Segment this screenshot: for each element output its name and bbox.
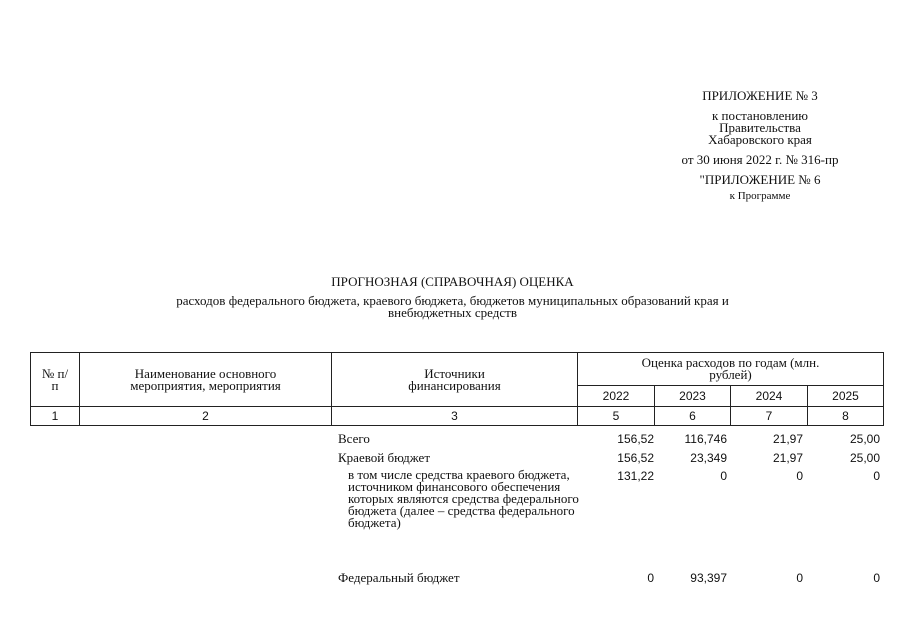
value-cell: 21,97	[772, 432, 803, 446]
header-source-label: Источники финансирования	[408, 365, 501, 393]
appendix-line: к постановлению	[711, 108, 809, 123]
value-cell: 0	[796, 571, 803, 585]
year-cell: 2025	[808, 386, 884, 407]
header-name	[80, 353, 332, 407]
page-title: ПРОГНОЗНАЯ (СПРАВОЧНАЯ) ОЦЕНКА	[331, 274, 574, 289]
column-number: 2	[80, 407, 332, 426]
subtitle-line: внебюджетных средств	[388, 305, 517, 320]
header-source	[332, 353, 578, 407]
value-cell: 93,397	[690, 571, 727, 585]
column-number: 7	[731, 407, 808, 426]
appendix-block	[640, 90, 880, 202]
year-cell: 2023	[655, 386, 731, 407]
row-label: Федеральный бюджет	[338, 570, 460, 585]
value-cell: 156,52	[617, 432, 654, 446]
row-label: в том числе средства краевого бюджета, источником финансового обеспечения которых являются средства федерального бюджета (далее – средства федерального бюджета)	[348, 467, 579, 530]
appendix-title: ПРИЛОЖЕНИЕ № 3	[702, 88, 818, 103]
row-label: Краевой бюджет	[338, 450, 431, 465]
appendix-line: Правительства	[719, 120, 801, 135]
value-cell: 116,746	[684, 432, 727, 446]
appendix-line: к Программе	[729, 190, 791, 202]
header-estimate-label: Оценка расходов по годам (млн. рублей)	[641, 355, 820, 382]
value-cell: 131,22	[617, 469, 654, 483]
header-num-label: № п/п	[41, 365, 69, 393]
value-cell: 0	[720, 469, 727, 483]
value-cell: 25,00	[849, 432, 880, 446]
header-name-label: Наименование основного мероприятия, мероприятия	[130, 365, 281, 393]
appendix-date: от 30 июня 2022 г. № 316-пр	[681, 152, 839, 167]
header-estimate	[578, 353, 884, 386]
page-subtitle	[100, 295, 805, 319]
value-cell: 0	[873, 469, 880, 483]
column-number: 8	[808, 407, 884, 426]
value-cell: 21,97	[772, 451, 803, 465]
appendix-line: Хабаровского края	[708, 132, 812, 147]
year-cell: 2022	[578, 386, 655, 407]
column-number: 1	[31, 407, 80, 426]
appendix-subtitle: "ПРИЛОЖЕНИЕ № 6	[699, 172, 821, 187]
column-number: 5	[578, 407, 655, 426]
value-cell: 0	[796, 469, 803, 483]
value-cell: 23,349	[690, 451, 727, 465]
value-cell: 0	[873, 571, 880, 585]
column-number: 6	[655, 407, 731, 426]
value-cell: 0	[647, 571, 654, 585]
column-number: 3	[332, 407, 578, 426]
value-cell: 25,00	[849, 451, 880, 465]
row-label: Всего	[338, 431, 370, 446]
year-cell: 2024	[731, 386, 808, 407]
subtitle-line: расходов федерального бюджета, краевого бюджета, бюджетов муниципальных образований края и	[176, 293, 729, 308]
header-num	[31, 353, 80, 407]
estimate-table-header	[30, 352, 884, 426]
value-cell: 156,52	[617, 451, 654, 465]
